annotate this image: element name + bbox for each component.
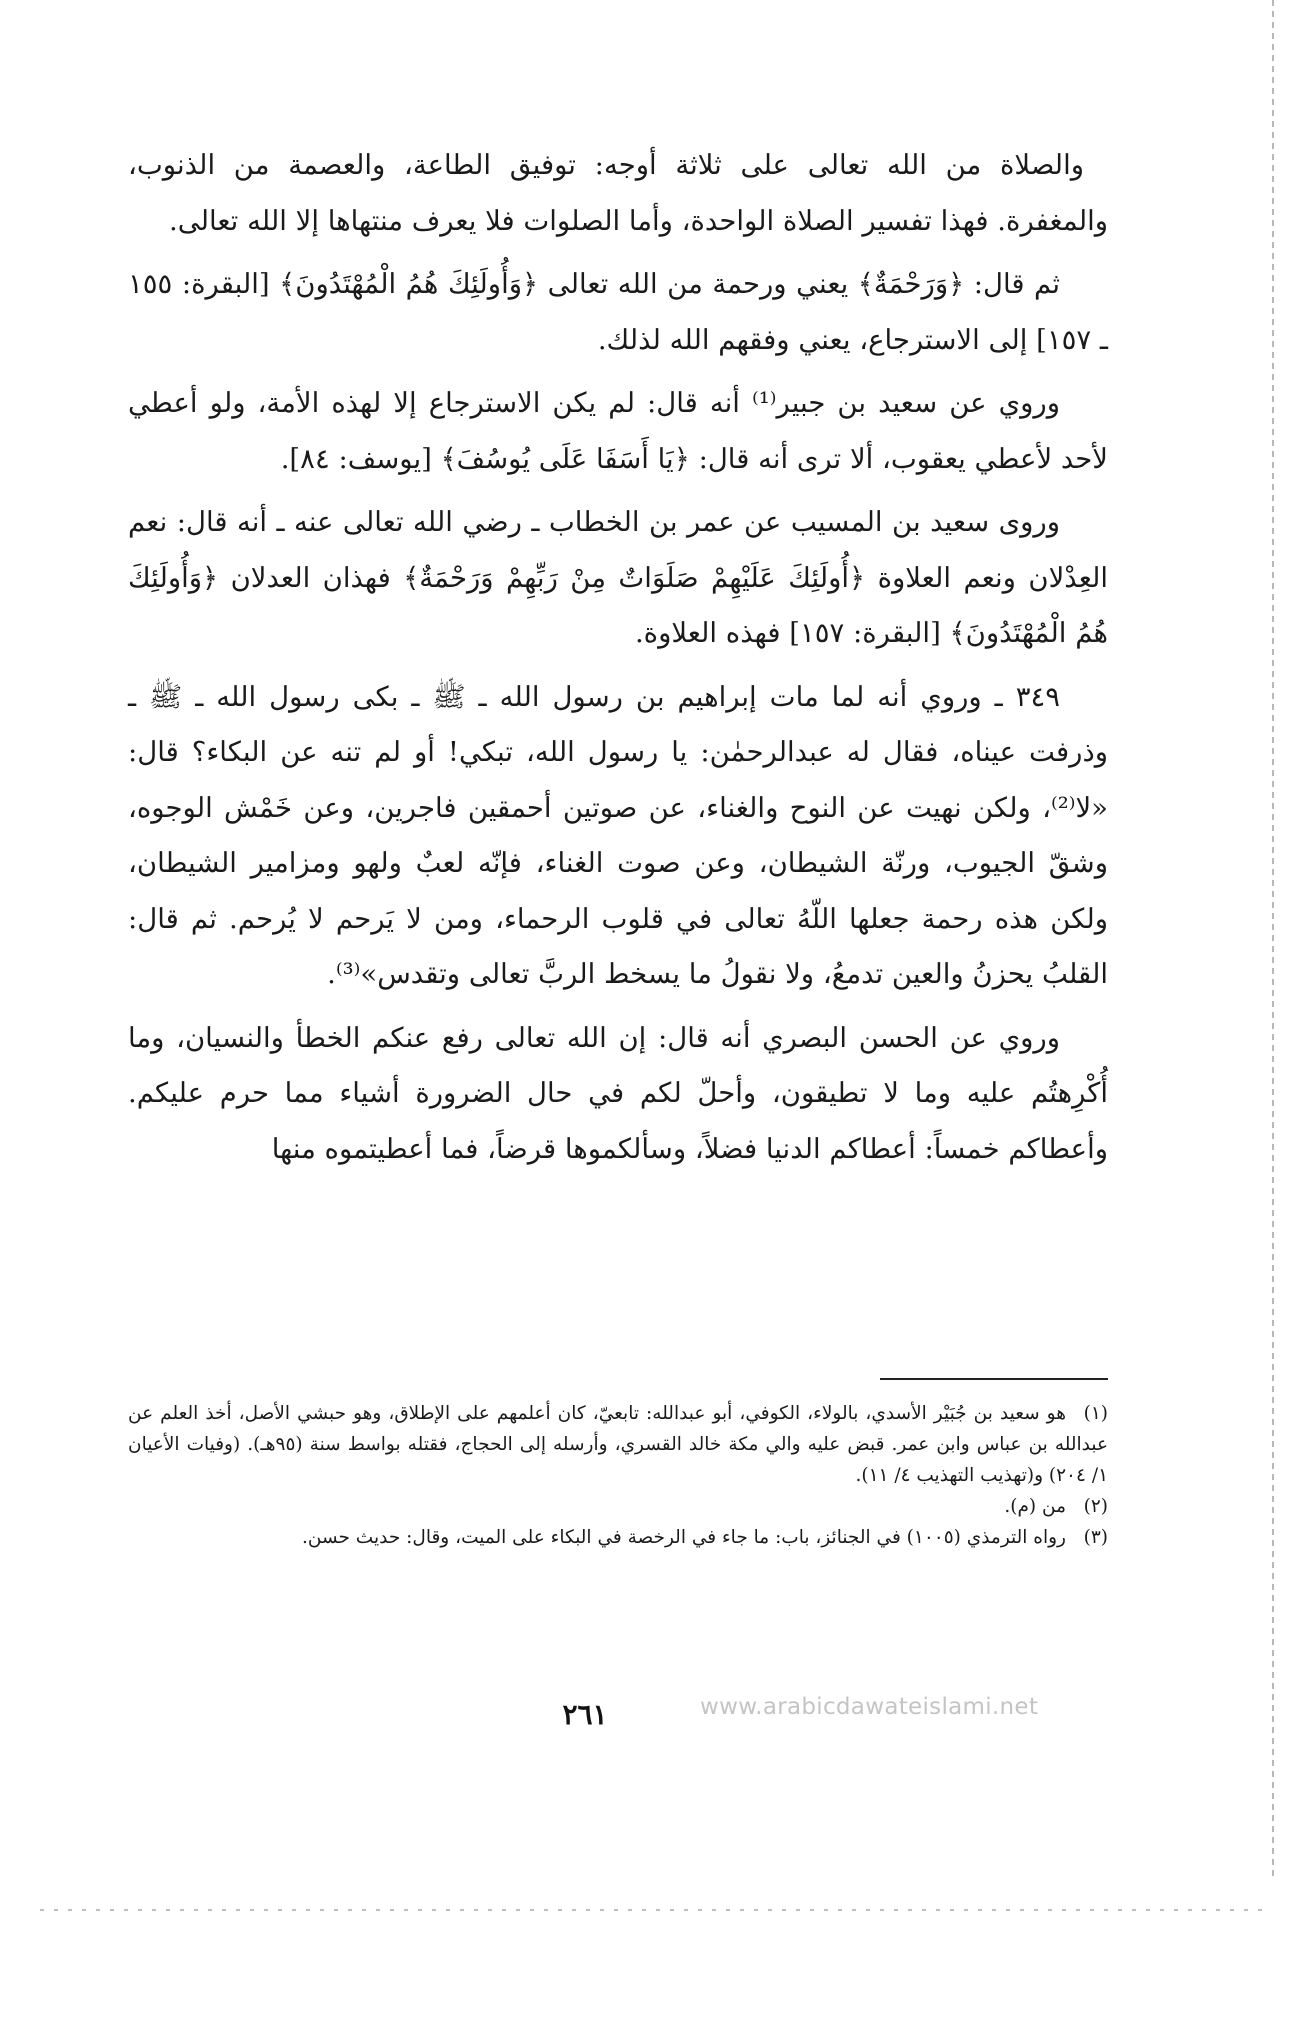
paragraph: وروي عن الحسن البصري أنه قال: إن الله تعالى رفع عنكم الخطأ والنسيان، وما أُكْرِهتُم عليه وما لا تطيقون، وأحلّ لكم في حال الضرورة أشياء مما حرم عليكم. وأعطاكم خمساً: أعطاكم الدنيا فضلاً، وسألكموها قرضاً، فما أعطيتموه منها [128, 1021, 1108, 1165]
page-number: ٢٦١ [562, 1698, 608, 1731]
footnote-separator [880, 1378, 1108, 1380]
footnote-text: هو سعيد بن جُبَيْر الأسدي، بالولاء، الكوفي، أبو عبدالله: تابعيّ، كان أعلمهم على الإطلاق، وهو حبشي الأصل، أخذ العلم عن عبدالله بن عباس وابن عمر. قبض عليه والي مكة خالد القسري، وأرسله إلى الحجاج، فقتله بواسط سنة (٩٥هـ). (وفيات الأعيان ١/ ٢٠٤) و(تهذيب التهذيب ٤/ ١١). [128, 1403, 1108, 1486]
footnotes [128, 1398, 1108, 1553]
paragraph: وروى سعيد بن المسيب عن عمر بن الخطاب ـ رضي الله تعالى عنه ـ أنه قال: نعم العِدْلان ونعم العلاوة ﴿أُولَئِكَ عَلَيْهِمْ صَلَوَاتٌ مِنْ رَبِّهِمْ وَرَحْمَةٌ﴾ فهذان العدلان ﴿وَأُولَئِكَ هُمُ الْمُهْتَدُونَ﴾ [البقرة: ١٥٧] فهذه العلاوة. [128, 506, 1108, 649]
footnote [128, 1522, 1108, 1553]
paragraph: والصلاة من الله تعالى على ثلاثة أوجه: توفيق الطاعة، والعصمة من الذنوب، والمغفرة. فهذا تفسير الصلاة الواحدة، وأما الصلوات فلا يعرف منتهاها إلا الله تعالى. [128, 149, 1108, 237]
paragraph: وروي عن سعيد بن جبير⁽¹⁾ أنه قال: لم يكن الاسترجاع إلا لهذه الأمة، ولو أعطي لأحد لأعطي يعقوب، ألا ترى أنه قال: ﴿يَا أَسَفَا عَلَى يُوسُفَ﴾ [يوسف: ٨٤]. [128, 387, 1108, 475]
footnote-number: (٣) [1083, 1527, 1108, 1548]
footnote-number: (١) [1083, 1403, 1108, 1424]
main-text [128, 138, 1108, 1185]
footnote-number: (٢) [1083, 1496, 1108, 1517]
paragraph: ثم قال: ﴿وَرَحْمَةٌ﴾ يعني ورحمة من الله تعالى ﴿وَأُولَئِكَ هُمُ الْمُهْتَدُونَ﴾ [البقرة: ١٥٥ ـ ١٥٧] إلى الاسترجاع، يعني وفقهم الله لذلك. [128, 268, 1108, 356]
page-edge-right [1272, 0, 1274, 1880]
footnote [128, 1491, 1108, 1522]
page-edge-bottom [40, 1909, 1270, 1911]
footnote-text: رواه الترمذي (١٠٠٥) في الجنائز، باب: ما جاء في الرخصة في البكاء على الميت، وقال: حديث حسن. [302, 1527, 1066, 1548]
footnote-text: من (م). [1004, 1496, 1066, 1517]
watermark-url: www.arabicdawateislami.net [700, 1694, 1039, 1720]
paragraph: ٣٤٩ ـ وروي أنه لما مات إبراهيم بن رسول الله ـ ﷺ ـ بكى رسول الله ـ ﷺ ـ وذرفت عيناه، فقال له عبدالرحمٰن: يا رسول الله، تبكي! أو لم تنه عن البكاء؟ قال: «لا⁽²⁾، ولكن نهيت عن النوح والغناء، عن صوتين أحمقين فاجرين، وعن خَمْش الوجوه، وشقّ الجيوب، ورنّة الشيطان، وعن صوت الغناء، فإنّه لعبٌ ولهو ومزامير الشيطان، ولكن هذه رحمة جعلها اللّهُ تعالى في قلوب الرحماء، ومن لا يَرحم لا يُرحم. ثم قال: القلبُ يحزنُ والعين تدمعُ، ولا نقولُ ما يسخط الربَّ تعالى وتقدس»⁽³⁾. [128, 680, 1108, 990]
footnote [128, 1398, 1108, 1491]
